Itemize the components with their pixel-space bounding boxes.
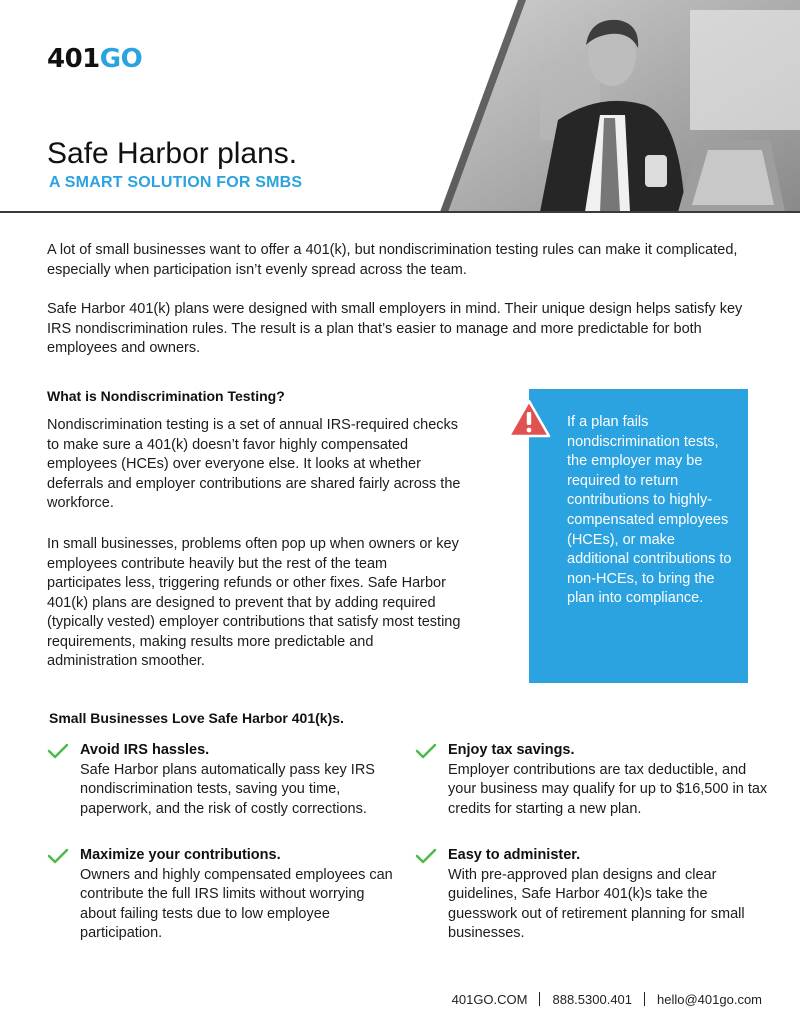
- footer-website[interactable]: 401GO.COM: [451, 992, 528, 1007]
- benefit-body: Safe Harbor plans automatically pass key IRS nondiscrimination tests, saving you time, paperwork, and the risk of costly corrections.: [80, 761, 375, 817]
- warning-icon: [507, 399, 551, 444]
- intro-paragraph-2: Safe Harbor 401(k) plans were designed with small employers in mind. Their unique design helps satisfy key IRS nondiscrimination rules. The result is a plan that’s easier to manage and more predictable for both employees and owners.: [47, 301, 743, 356]
- intro-paragraph-1: A lot of small businesses want to offer a 401(k), but nondiscrimination testing rules can make it complicated, especially when participation isn’t evenly spread across the team.: [47, 242, 738, 278]
- benefit-title: Easy to administer.: [448, 847, 581, 863]
- compliance-callout: [529, 389, 748, 683]
- checkmark-icon: [415, 848, 437, 864]
- page-title: Safe Harbor plans.: [47, 137, 298, 170]
- footer-phone[interactable]: 888.5300.401: [552, 992, 633, 1007]
- benefit-body: Employer contributions are tax deductible, and your business may qualify for up to $16,500 in tax credits for starting a new plan.: [448, 761, 768, 817]
- testing-paragraph-2: In small businesses, problems often pop up when owners or key employees contribute heavily but the rest of the team participates less, triggering refunds or other fixes. Safe Harbor 401(k) plans are designed to prevent that by adding required (typically vested) employer contributions that satisfy most testing requirements, making results more predictable and administration smoother.: [47, 536, 461, 669]
- page-subtitle: A SMART SOLUTION FOR SMBS: [49, 174, 303, 191]
- footer-divider: [539, 992, 540, 1006]
- benefit-body: With pre-approved plan designs and clear guidelines, Safe Harbor 401(k)s take the guesswork out of retirement planning for small businesses.: [448, 866, 745, 941]
- header-divider: [0, 211, 800, 213]
- callout-text: If a plan fails nondiscrimination tests, the employer may be required to return contributions to highly-compensated employees (HCEs), or make additional contributions to non-HCEs, to bring the plan into compliance.: [567, 414, 732, 607]
- benefit-title: Avoid IRS hassles.: [80, 742, 210, 758]
- logo-accent: GO: [99, 44, 143, 74]
- benefits-heading: Small Businesses Love Safe Harbor 401(k)s.: [49, 710, 344, 726]
- benefit-title: Maximize your contributions.: [80, 847, 281, 863]
- testing-paragraph-1: Nondiscrimination testing is a set of annual IRS-required checks to make sure a 401(k) doesn’t favor highly compensated employees (HCEs) over everyone else. It looks at whether deferrals and employer contributions are shared fairly across the workforce.: [47, 417, 461, 511]
- hero-photo: [440, 0, 800, 212]
- checkmark-icon: [47, 743, 69, 759]
- footer-email[interactable]: hello@401go.com: [657, 992, 762, 1007]
- logo-main: 401: [47, 44, 100, 74]
- footer-divider: [644, 992, 645, 1006]
- benefit-body: Owners and highly compensated employees can contribute the full IRS limits without worrying about failing tests due to low employee participation.: [80, 866, 393, 941]
- benefit-title: Enjoy tax savings.: [448, 742, 575, 758]
- brand-logo: [47, 44, 142, 74]
- footer-contact: [452, 992, 762, 1007]
- checkmark-icon: [47, 848, 69, 864]
- testing-heading: What is Nondiscrimination Testing?: [47, 388, 285, 404]
- checkmark-icon: [415, 743, 437, 759]
